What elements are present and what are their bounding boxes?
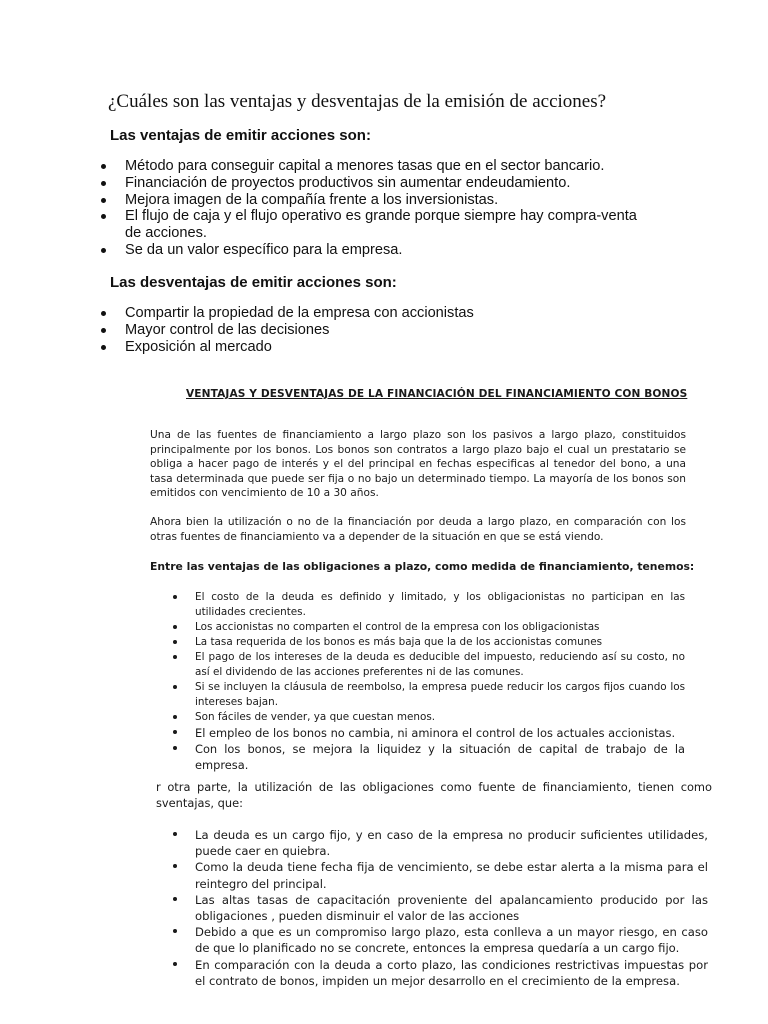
bullet-icon (101, 328, 106, 333)
list-item: Exposición al mercado (0, 339, 645, 356)
disadvantages-heading: Las desventajas de emitir acciones son: (110, 274, 397, 291)
bullet-icon (173, 625, 177, 629)
list-item: En comparación con la deuda a corto plazo, las condiciones restrictivas impuestas por el contrato de bonos, impiden un mejor desarrollo en el crecimiento de la empresa. (150, 957, 708, 989)
bonds-advantages-list (150, 590, 685, 773)
bonds-disadvantages-list (150, 827, 708, 989)
list-item: La deuda es un cargo fijo, y en caso de la empresa no producir suficientes utilidades, puede caer en quiebra. (150, 827, 708, 859)
list-item: La tasa requerida de los bonos es más baja que la de los accionistas comunes (150, 635, 685, 650)
bullet-icon (173, 864, 177, 868)
bullet-icon (173, 962, 177, 966)
disadvantages-list (0, 305, 645, 355)
bullet-icon (101, 214, 106, 219)
list-item: Las altas tasas de capacitación proveniente del apalancamiento producido por las obligaciones , pueden disminuir el valor de las acciones (150, 892, 708, 924)
list-item: Financiación de proyectos productivos sin aumentar endeudamiento. (0, 175, 645, 192)
bullet-icon (173, 715, 177, 719)
bonds-paragraph-context: Ahora bien la utilización o no de la financiación por deuda a largo plazo, en comparación con los otras fuentes de financiamiento va a depender de la situación en que se está viendo. (150, 516, 686, 543)
bonds-advantages-heading: Entre las ventajas de las obligaciones a plazo, como medida de financiamiento, tenemos: (150, 560, 695, 573)
bullet-icon (173, 730, 177, 734)
bullet-icon (101, 248, 106, 253)
list-item: El pago de los intereses de la deuda es deducible del impuesto, reduciendo así su costo, no así el dividendo de las acciones preferentes ni de las comunes. (150, 650, 685, 680)
list-item: Debido a que es un compromiso largo plazo, esta conlleva a un mayor riesgo, en caso de que lo planificado no se concrete, entonces la empresa quedaría a un cargo fijo. (150, 924, 708, 956)
list-item: Los accionistas no comparten el control de la empresa con los obligacionistas (150, 620, 685, 635)
list-item: Compartir la propiedad de la empresa con accionistas (0, 305, 645, 322)
list-item: Método para conseguir capital a menores tasas que en el sector bancario. (0, 158, 645, 175)
bullet-icon (173, 832, 177, 836)
list-item: Son fáciles de vender, ya que cuestan menos. (150, 710, 685, 725)
list-item: Se da un valor específico para la empresa. (0, 242, 645, 259)
advantages-list (0, 158, 645, 259)
bullet-icon (101, 198, 106, 203)
list-item: Mejora imagen de la compañía frente a los inversionistas. (0, 192, 645, 209)
bullet-icon (101, 345, 106, 350)
bullet-icon (173, 595, 177, 599)
bonds-title: VENTAJAS Y DESVENTAJAS DE LA FINANCIACIÓN DEL FINANCIAMIENTO CON BONOS (186, 388, 688, 400)
bullet-icon (173, 897, 177, 901)
bullet-icon (173, 685, 177, 689)
list-item: El costo de la deuda es definido y limitado, y los obligacionistas no participan en las utilidades crecientes. (150, 590, 685, 620)
bonds-paragraph-disadvantages: r otra parte, la utilización de las obligaciones como fuente de financiamiento, tienen como sventajas, que: (156, 780, 712, 810)
bullet-icon (173, 929, 177, 933)
list-item: El empleo de los bonos no cambia, ni aminora el control de los actuales accionistas. (150, 725, 685, 741)
bullet-icon (101, 164, 106, 169)
bullet-icon (101, 311, 106, 316)
list-item: Mayor control de las decisiones (0, 322, 645, 339)
bonds-paragraph-intro: Una de las fuentes de financiamiento a largo plazo son los pasivos a largo plazo, constituidos principalmente por los bonos. Los bonos son contratos a largo plazo bajo el cual un prestatario se obliga a hacer pago de interés y el del principal en fechas especificas al tenedor del bono, a una tasa determinada que puede ser fija o no bajo un determinado tiempo. La mayoría de los bonos son emitidos con vencimiento de 10 a 30 años. (150, 429, 686, 499)
page-title: ¿Cuáles son las ventajas y desventajas de la emisión de acciones? (108, 91, 607, 112)
bullet-icon (101, 181, 106, 186)
bullet-icon (173, 655, 177, 659)
list-item: Como la deuda tiene fecha fija de vencimiento, se debe estar alerta a la misma para el reintegro del principal. (150, 859, 708, 891)
bullet-icon (173, 746, 177, 750)
list-item: El flujo de caja y el flujo operativo es grande porque siempre hay compra-venta de acciones. (0, 208, 645, 242)
bullet-icon (173, 640, 177, 644)
advantages-heading: Las ventajas de emitir acciones son: (110, 127, 371, 144)
list-item: Con los bonos, se mejora la liquidez y la situación de capital de trabajo de la empresa. (150, 741, 685, 773)
list-item: Si se incluyen la cláusula de reembolso, la empresa puede reducir los cargos fijos cuando los intereses bajan. (150, 680, 685, 710)
